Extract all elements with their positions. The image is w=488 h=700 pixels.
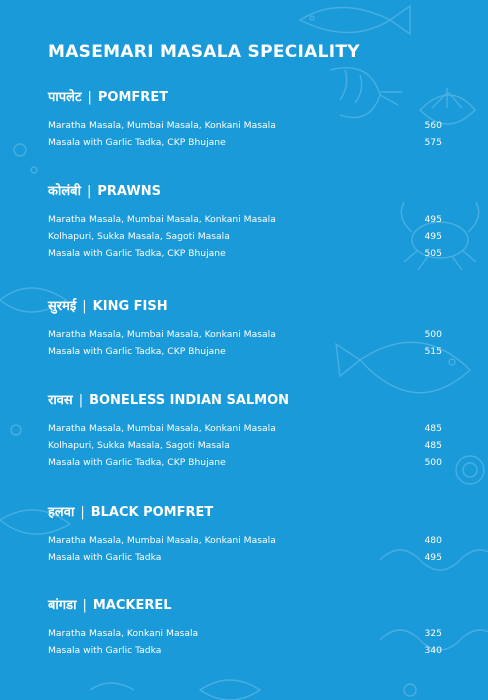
item-list (48, 117, 442, 151)
section-black-pomfret (48, 503, 442, 566)
section-separator: | (86, 184, 92, 199)
section-separator: | (80, 505, 85, 520)
section-separator: | (82, 598, 87, 613)
section-name-english: BLACK POMFRET (90, 505, 214, 520)
menu-item (48, 117, 442, 134)
item-name: Masala with Garlic Tadka, CKP Bhujane (48, 248, 226, 259)
section-heading (48, 391, 442, 411)
section-heading (48, 182, 442, 202)
item-name: Masala with Garlic Tadka, CKP Bhujane (48, 457, 226, 468)
section-name-english: POMFRET (97, 90, 169, 105)
section-name-local: रावस (48, 393, 73, 408)
item-price: 325 (424, 628, 442, 639)
item-name: Maratha Masala, Konkani Masala (48, 628, 199, 639)
item-list (48, 326, 442, 360)
item-price: 480 (424, 535, 442, 546)
menu-item (48, 134, 442, 151)
menu-item (48, 549, 442, 566)
item-price: 560 (424, 120, 442, 131)
item-list (48, 625, 442, 659)
item-price: 575 (424, 137, 442, 148)
section-name-local: हलवा (48, 505, 75, 520)
menu-item (48, 437, 442, 454)
item-name: Kolhapuri, Sukka Masala, Sagoti Masala (48, 231, 230, 242)
menu-item (48, 420, 442, 437)
section-name-english: BONELESS INDIAN SALMON (89, 393, 290, 408)
menu-item (48, 228, 442, 245)
menu-item (48, 326, 442, 343)
section-name-local: पापलेट (48, 90, 82, 105)
item-name: Masala with Garlic Tadka, CKP Bhujane (48, 137, 226, 148)
item-price: 495 (424, 231, 442, 242)
section-name-english: MACKEREL (92, 598, 172, 613)
section-king-fish (48, 297, 442, 360)
item-name: Masala with Garlic Tadka, CKP Bhujane (48, 346, 226, 357)
item-name: Maratha Masala, Mumbai Masala, Konkani Masala (48, 423, 276, 434)
item-name: Masala with Garlic Tadka (48, 552, 162, 563)
item-price: 485 (424, 423, 442, 434)
section-heading (48, 297, 442, 317)
section-heading (48, 596, 442, 616)
item-price: 485 (424, 440, 442, 451)
menu-item (48, 245, 442, 262)
page-title: MASEMARI MASALA SPECIALITY (48, 42, 360, 62)
item-price: 495 (424, 552, 442, 563)
section-heading (48, 88, 442, 108)
item-price: 340 (424, 645, 442, 656)
section-name-local: बांगडा (48, 598, 77, 613)
item-price: 505 (424, 248, 442, 259)
section-separator: | (87, 90, 92, 105)
item-name: Maratha Masala, Mumbai Masala, Konkani Masala (48, 120, 276, 131)
section-mackerel (48, 596, 442, 659)
item-price: 500 (424, 329, 442, 340)
section-heading (48, 503, 442, 523)
section-separator: | (78, 393, 84, 408)
section-pomfret (48, 88, 442, 151)
menu-item (48, 211, 442, 228)
item-list (48, 211, 442, 262)
item-name: Masala with Garlic Tadka (48, 645, 162, 656)
section-name-local: सुरमई (48, 299, 77, 314)
menu-item (48, 454, 442, 471)
section-boneless-indian-salmon (48, 391, 442, 471)
item-price: 500 (424, 457, 442, 468)
menu-item (48, 642, 442, 659)
menu-item (48, 532, 442, 549)
item-name: Kolhapuri, Sukka Masala, Sagoti Masala (48, 440, 230, 451)
item-list (48, 420, 442, 471)
item-price: 515 (424, 346, 442, 357)
section-name-english: KING FISH (92, 299, 168, 314)
section-name-english: PRAWNS (97, 184, 161, 199)
menu-item (48, 625, 442, 642)
section-prawns (48, 182, 442, 262)
item-name: Maratha Masala, Mumbai Masala, Konkani Masala (48, 535, 276, 546)
section-name-local: कोलंबी (48, 184, 81, 199)
item-name: Maratha Masala, Mumbai Masala, Konkani Masala (48, 329, 276, 340)
section-separator: | (82, 299, 87, 314)
item-list (48, 532, 442, 566)
menu-item (48, 343, 442, 360)
item-name: Maratha Masala, Mumbai Masala, Konkani Masala (48, 214, 276, 225)
item-price: 495 (424, 214, 442, 225)
